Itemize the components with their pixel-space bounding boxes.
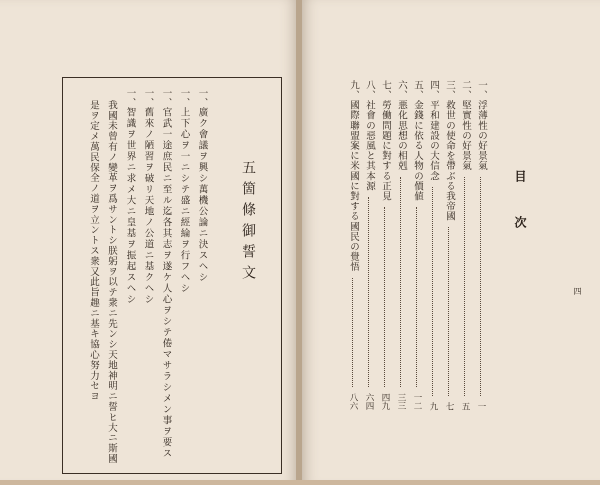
toc-entry-6: [395, 80, 407, 410]
toc-page-number: 四九: [380, 393, 390, 410]
toc-title: 目次: [513, 170, 527, 262]
oath-article-2: [179, 88, 189, 294]
article-mark: 一、: [124, 88, 136, 107]
toc-leader-dots: [432, 187, 434, 396]
page-edge-bottom: [0, 480, 600, 485]
toc-leader-dots: [368, 197, 370, 387]
toc-page-number: 九: [428, 401, 438, 410]
page-folio: 四: [573, 287, 582, 295]
article-text: 官武一途庶民ニ至ル迄各其志ヲ遂ケ人心ヲシテ倦マサラシメン事ヲ要ス: [160, 107, 172, 459]
toc-page-number: 一二: [412, 393, 422, 410]
toc-page-number: 六四: [364, 393, 374, 410]
toc-entry-8: [363, 80, 375, 410]
oath-article-3: [161, 88, 171, 459]
article-mark: 一、: [178, 88, 190, 107]
toc-entry-2: [459, 80, 471, 410]
article-text: 廣ク會議ヲ興シ萬機公論ニ決スヘシ: [196, 107, 208, 283]
toc-entry-label: 九、國際聯盟案に米國に對する國民の覺悟: [348, 80, 359, 272]
oath-article-1: [197, 88, 207, 283]
toc-entry-label: 三、救世の使命を帶ぶる我帝國: [444, 80, 455, 222]
article-mark: 一、: [142, 88, 154, 107]
oath-article-5: [125, 88, 135, 305]
toc-leader-dots: [464, 177, 466, 396]
article-mark: 一、: [160, 88, 172, 107]
toc-entry-3: [443, 80, 455, 410]
oath-title: 五箇條御誓文: [240, 160, 256, 286]
toc-entry-label: 二、堅實性の好景氣: [460, 80, 471, 171]
toc-entry-5: [411, 80, 423, 410]
toc-leader-dots: [416, 207, 418, 387]
rescript-line-2: 是ヲ定メ萬民保全ノ道ヲ立ントス衆又此旨趣ニ基キ協心努力セヨ: [88, 100, 99, 402]
toc-page-number: 七: [444, 401, 454, 410]
toc-leader-dots: [400, 177, 402, 387]
toc-leader-dots: [448, 227, 450, 395]
toc-entry-1: [475, 80, 487, 410]
rescript-line-1: 我國未曾有ノ變革ヲ爲サントシ朕躬ヲ以テ衆ニ先ンシ天地神明ニ誓ヒ大ニ斯國: [106, 100, 117, 464]
oath-article-4: [143, 88, 153, 305]
toc-page-number: 五: [460, 401, 470, 410]
toc-leader-dots: [384, 207, 386, 387]
toc-entry-7: [379, 80, 391, 410]
toc-page-number: 三三: [396, 393, 406, 410]
right-page: [302, 0, 600, 485]
article-text: 舊來ノ陋習ヲ破リ天地ノ公道ニ基クヘシ: [142, 107, 154, 305]
article-mark: 一、: [196, 88, 208, 107]
toc-entry-label: 六、悪化思想の相剋: [396, 80, 407, 171]
toc-page-number: 八六: [348, 393, 358, 410]
toc-entry-label: 一、浮薄性の好景氣: [476, 80, 487, 171]
toc-entry-label: 七、勞働問題に對する正見: [380, 80, 391, 202]
toc-leader-dots: [480, 177, 482, 396]
article-text: 智識ヲ世界ニ求メ大ニ皇基ヲ振起スヘシ: [124, 107, 136, 305]
toc-entry-label: 四、平和建設の大信念: [428, 80, 439, 181]
toc-entry-9: [347, 80, 359, 410]
left-page: [0, 0, 297, 485]
toc-entry-4: [427, 80, 439, 410]
article-text: 上下心ヲ一ニシテ盛ニ經綸ヲ行フヘシ: [178, 107, 190, 294]
toc-entry-label: 五、金錢に依る人物の價値: [412, 80, 423, 202]
toc-entry-label: 八、社會の惡風と其本源: [364, 80, 375, 192]
toc-leader-dots: [352, 278, 354, 387]
toc-page-number: 一: [476, 401, 486, 410]
